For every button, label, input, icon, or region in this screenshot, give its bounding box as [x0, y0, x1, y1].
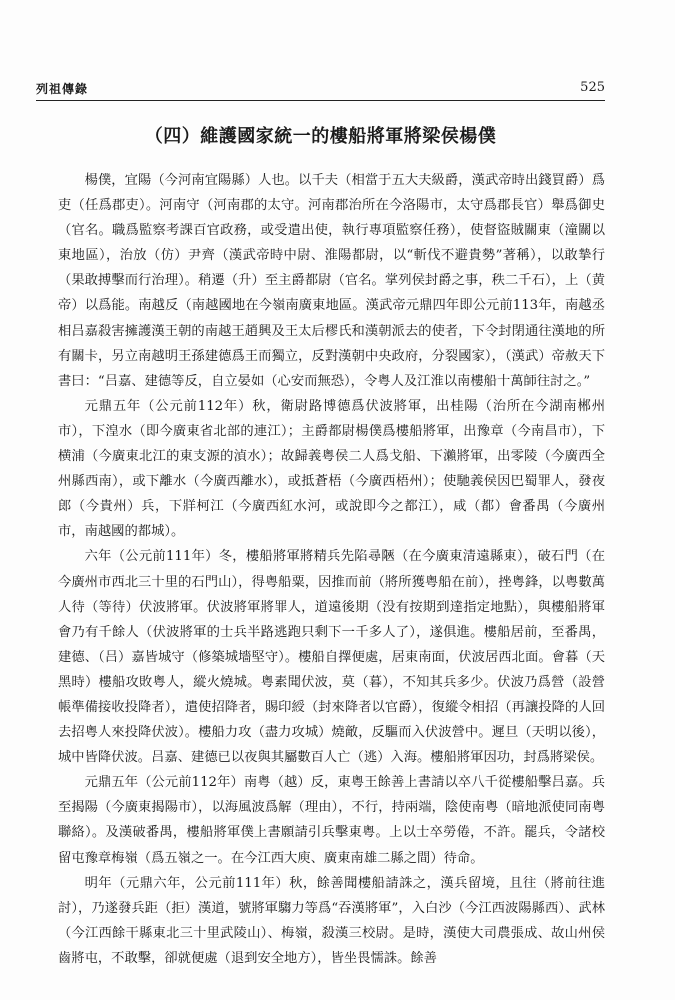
- paragraph: 明年（元鼎六年，公元前111年）秋，餘善聞樓船請誅之，漢兵留境，且往（將前往進討），乃遂發兵距（拒）漢道，號將軍騶力等爲“吞漢將軍”，入白沙（今江西波陽縣西）、武林（今江西餘干縣東北三十里武陵山）、梅嶺，殺漢三校尉。是時，漢使大司農張成、故山州侯齒將屯，不敢擊，卻就便處（退到安全地方），皆坐畏懦誅。餘善: [58, 875, 605, 966]
- paragraph: 楊僕，宜陽（今河南宜陽縣）人也。以千夫（相當于五大夫級爵，漢武帝時出錢買爵）爲吏（任爲郡吏）。河南守（河南郡的太守。河南郡治所在今洛陽市，太守爲郡長官）舉爲御史（官名。職爲監察考課百官政務，或受遣出使，執行專項監察任務），使督盜賊關東（潼關以東地區），治放（仿）尹齊（漢武帝時中尉、淮陽都尉，以“斬伐不避貴勢”著稱），以敢摯行（果敢搏擊而行治理）。稍遷（升）至主爵都尉（官名。掌列侯封爵之事，秩二千石），上（黄帝）以爲能。南越反（南越國地在今嶺南廣東地區。漢武帝元鼎四年即公元前113年，南越丞相吕嘉殺害擁護漢王朝的南越王趙興及王太后樛氏和漢朝派去的使者，下令封閉通往漢地的所有關卡，另立南越明王孫建德爲王而獨立，反對漢朝中央政府，分裂國家），（漢武）帝赦天下書曰：“吕嘉、建德等反，自立晏如（心安而無恐），令粤人及江淮以南樓船十萬師往討之。”: [58, 173, 605, 389]
- page-number: 525: [580, 80, 605, 95]
- paragraph: 元鼎五年（公元前112年）秋，衛尉路博德爲伏波將軍，出桂陽（治所在今湖南郴州市），下湟水（即今廣東省北部的連江）；主爵都尉楊僕爲樓船將軍，出豫章（今南昌市），下横浦（今廣東北江的東支源的湞水）；故歸義粤侯二人爲戈船、下瀨將軍，出零陵（今廣西全州縣西南），或下離水（今廣西離水），或抵蒼梧（今廣西梧州）；使馳義侯因巴蜀罪人，發夜郎（今貴州）兵，下牂柯江（今廣西紅水河，或說即今之都江），咸（都）會番禺（今廣州市，南越國的都城）。: [58, 398, 605, 540]
- paragraph: 元鼎五年（公元前112年）南粤（越）反，東粤王餘善上書請以卒八千從樓船擊吕嘉。兵至揭陽（今廣東揭陽市），以海風波爲解（理由），不行，持兩端，陰使南粤（暗地派使同南粤聯絡）。及漢破番禺，樓船將軍僕上書願請引兵擊東粤。上以士卒勞倦，不許。罷兵，令諸校留屯豫章梅嶺（爲五嶺之一。在今江西大庾、廣東南雄二縣之間）待命。: [58, 775, 605, 866]
- paragraph: 六年（公元前111年）冬，樓船將軍將精兵先陷尋陿（在今廣東清遠縣東），破石門（在今廣州市西北三十里的石門山），得粤船粟，因推而前（將所獲粤船在前），挫粤鋒，以粤數萬人待（等待）伏波將軍。伏波將軍將罪人，道遠後期（没有按期到達指定地點），與樓船將軍會乃有千餘人（伏波將軍的士兵半路逃跑只剩下一千多人了），遂俱進。樓船居前，至番禺，建德、（吕）嘉皆城守（修築城墻堅守）。樓船自擇便處，居東南面，伏波居西北面。會暮（天黑時）樓船攻敗粤人，縱火燒城。粤素聞伏波，莫（暮），不知其兵多少。伏波乃爲營（設營帳準備接收投降者），遣使招降者，賜印綬（封來降者以官爵），復縱令相招（再讓投降的人回去招粤人來投降伏波）。樓船力攻（盡力攻城）燒敵，反驅而入伏波營中。遲旦（天明以後），城中皆降伏波。吕嘉、建德已以夜與其屬數百人亡（逃）入海。樓船將軍因功，封爲將梁侯。: [58, 549, 605, 766]
- running-header: [36, 80, 605, 102]
- body-text: [58, 168, 605, 978]
- book-section-title: 列祖傳錄: [36, 82, 89, 96]
- chapter-title: （四）維護國家統一的樓船將軍將梁侯楊僕: [144, 126, 497, 147]
- header-rule: [36, 100, 605, 101]
